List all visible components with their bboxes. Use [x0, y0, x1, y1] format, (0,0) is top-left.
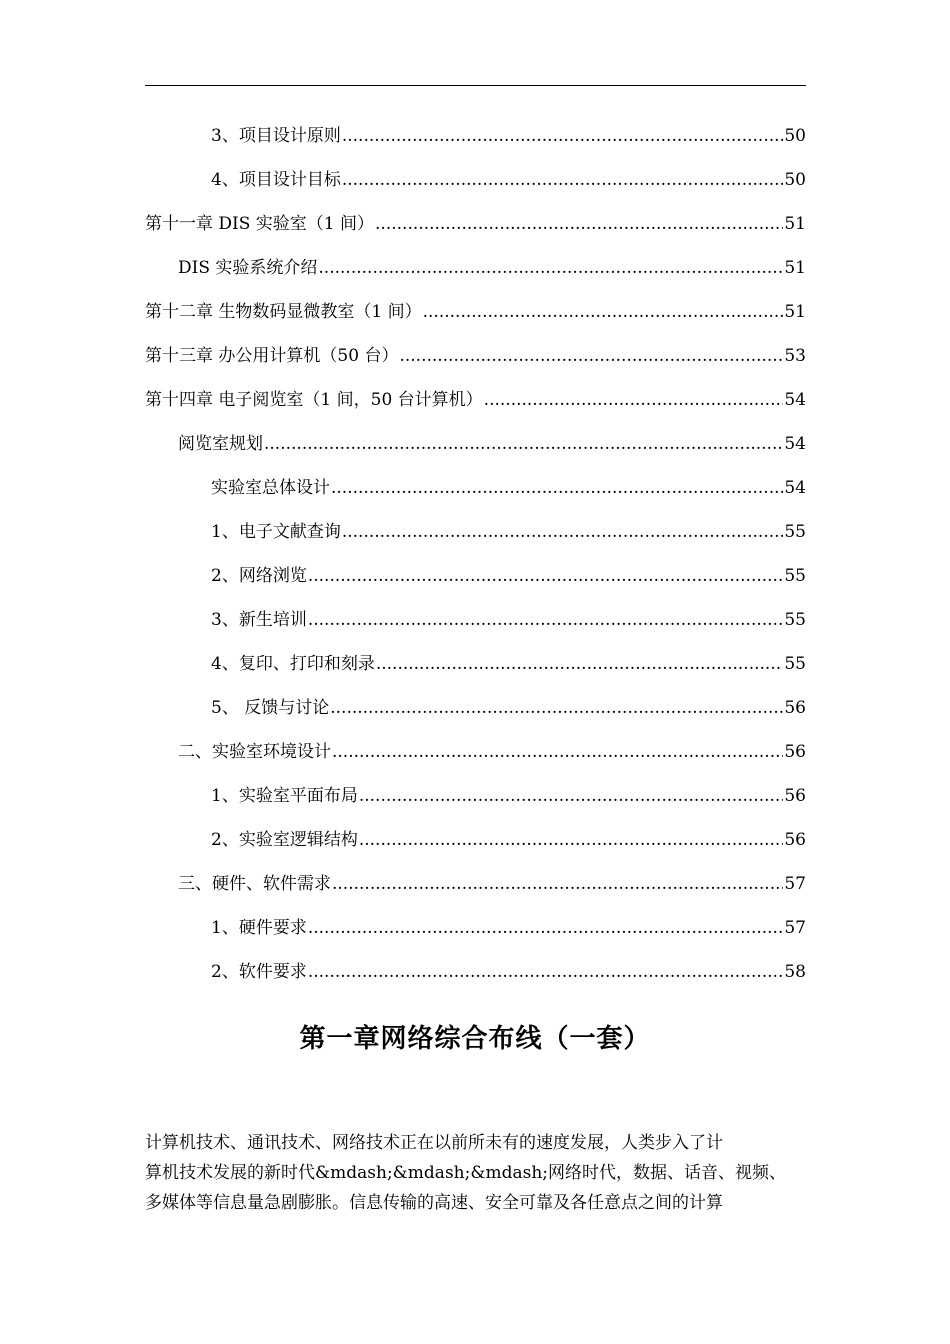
- toc-entry[interactable]: [145, 686, 806, 730]
- toc-entry-page: 55: [784, 654, 806, 674]
- toc-dot-leader: [342, 114, 784, 158]
- toc-entry[interactable]: [145, 290, 806, 334]
- toc-entry-page: 56: [784, 698, 806, 718]
- toc-entry-page: 51: [784, 258, 806, 278]
- toc-entry-page: 56: [784, 786, 806, 806]
- toc-entry-page: 55: [784, 566, 806, 586]
- toc-entry-title: 5、 反馈与讨论: [211, 698, 330, 718]
- toc-dot-leader: [308, 950, 784, 994]
- toc-entry-title: 第十三章 办公用计算机（50 台）: [145, 346, 399, 366]
- toc-entry-page: 54: [784, 434, 806, 454]
- toc-entry[interactable]: [145, 158, 806, 202]
- toc-entry[interactable]: [145, 378, 806, 422]
- toc-entry-page: 58: [784, 962, 806, 982]
- toc-entry[interactable]: [145, 466, 806, 510]
- toc-entry-page: 56: [784, 830, 806, 850]
- toc-entry-page: 51: [784, 302, 806, 322]
- toc-entry[interactable]: [145, 862, 806, 906]
- toc-entry-title: 3、新生培训: [211, 610, 307, 630]
- body-line: 算机技术发展的新时代&mdash;&mdash;&mdash;网络时代，数据、话音、视频、: [145, 1163, 787, 1183]
- toc-entry-title: 第十二章 生物数码显微教室（1 间）: [145, 302, 422, 322]
- toc-dot-leader: [318, 246, 783, 290]
- toc-dot-leader: [342, 510, 784, 554]
- table-of-contents: [145, 114, 806, 994]
- toc-entry[interactable]: [145, 510, 806, 554]
- body-paragraph: [145, 1128, 807, 1218]
- toc-dot-leader: [399, 334, 783, 378]
- toc-dot-leader: [342, 158, 784, 202]
- toc-dot-leader: [375, 202, 783, 246]
- toc-entry-page: 50: [784, 126, 806, 146]
- toc-entry[interactable]: [145, 642, 806, 686]
- toc-entry[interactable]: [145, 598, 806, 642]
- toc-dot-leader: [423, 290, 784, 334]
- toc-entry-title: 3、项目设计原则: [211, 126, 341, 146]
- toc-entry[interactable]: [145, 422, 806, 466]
- toc-entry[interactable]: [145, 906, 806, 950]
- toc-entry-title: 1、实验室平面布局: [211, 786, 358, 806]
- toc-entry-page: 50: [784, 170, 806, 190]
- toc-entry[interactable]: [145, 774, 806, 818]
- toc-entry-page: 53: [784, 346, 806, 366]
- toc-entry-page: 54: [784, 390, 806, 410]
- toc-dot-leader: [308, 554, 784, 598]
- toc-entry[interactable]: [145, 818, 806, 862]
- toc-dot-leader: [308, 598, 784, 642]
- toc-entry[interactable]: [145, 114, 806, 158]
- toc-entry[interactable]: [145, 730, 806, 774]
- toc-entry-title: 2、实验室逻辑结构: [211, 830, 358, 850]
- toc-entry-page: 57: [784, 918, 806, 938]
- toc-entry[interactable]: [145, 334, 806, 378]
- toc-entry-title: 阅览室规划: [178, 434, 263, 454]
- toc-entry-page: 55: [784, 610, 806, 630]
- toc-dot-leader: [330, 686, 783, 730]
- toc-dot-leader: [376, 642, 784, 686]
- toc-dot-leader: [332, 862, 783, 906]
- toc-entry-title: 1、硬件要求: [211, 918, 307, 938]
- toc-entry-title: 三、硬件、软件需求: [178, 874, 331, 894]
- chapter-title: 第一章网络综合布线（一套）: [299, 1024, 651, 1054]
- toc-dot-leader: [331, 466, 783, 510]
- toc-dot-leader: [264, 422, 783, 466]
- toc-entry-page: 51: [784, 214, 806, 234]
- toc-entry-title: 1、电子文献查询: [211, 522, 341, 542]
- toc-entry-title: 第十一章 DIS 实验室（1 间）: [145, 214, 375, 234]
- toc-dot-leader: [332, 730, 783, 774]
- toc-dot-leader: [359, 818, 784, 862]
- toc-entry-title: 2、网络浏览: [211, 566, 307, 586]
- toc-dot-leader: [359, 774, 784, 818]
- body-line: 计算机技术、通讯技术、网络技术正在以前所未有的速度发展，人类步入了计: [145, 1133, 723, 1153]
- toc-dot-leader: [484, 378, 784, 422]
- toc-entry[interactable]: [145, 950, 806, 994]
- toc-entry-title: 二、实验室环境设计: [178, 742, 331, 762]
- toc-entry-page: 54: [784, 478, 806, 498]
- toc-entry-title: 实验室总体设计: [211, 478, 330, 498]
- header-rule: [145, 85, 806, 86]
- toc-entry-title: 2、软件要求: [211, 962, 307, 982]
- toc-entry[interactable]: [145, 202, 806, 246]
- toc-entry[interactable]: [145, 554, 806, 598]
- toc-entry[interactable]: [145, 246, 806, 290]
- body-line: 多媒体等信息量急剧膨胀。信息传输的高速、安全可靠及各任意点之间的计算: [145, 1193, 723, 1213]
- toc-entry-page: 57: [784, 874, 806, 894]
- toc-entry-page: 56: [784, 742, 806, 762]
- toc-dot-leader: [308, 906, 784, 950]
- toc-entry-title: 4、复印、打印和刻录: [211, 654, 375, 674]
- toc-entry-page: 55: [784, 522, 806, 542]
- toc-entry-title: 第十四章 电子阅览室（1 间，50 台计算机）: [145, 390, 483, 410]
- toc-entry-title: DIS 实验系统介绍: [178, 258, 318, 278]
- toc-entry-title: 4、项目设计目标: [211, 170, 341, 190]
